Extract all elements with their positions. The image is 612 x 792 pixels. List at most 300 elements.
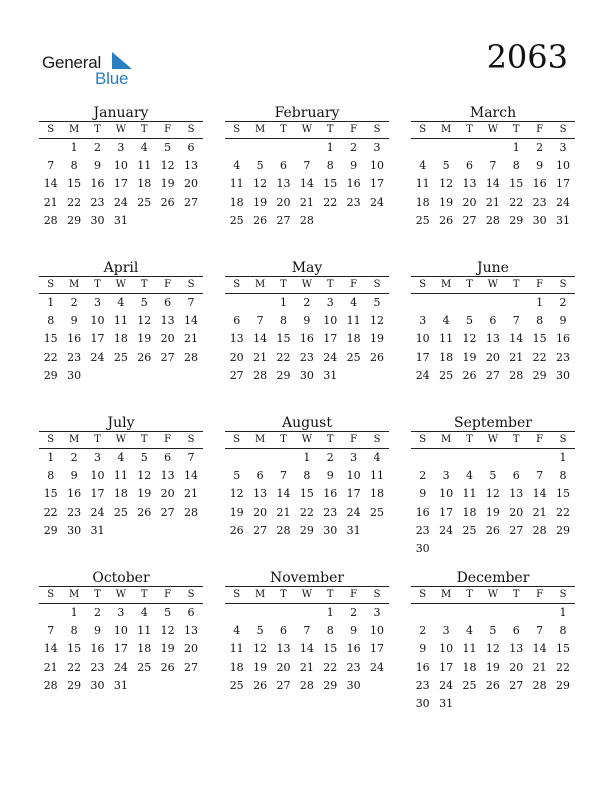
day-cell: 28	[485, 213, 500, 227]
weekday-header-row	[39, 431, 203, 449]
week-row	[39, 157, 203, 175]
empty-day-cell	[434, 540, 457, 558]
day-cell: 26	[253, 678, 268, 692]
weekday-header: M	[68, 124, 80, 135]
weekday-header-row	[39, 276, 203, 294]
week-row	[225, 449, 389, 467]
weekday-header: W	[301, 124, 312, 135]
week-row	[39, 467, 203, 485]
empty-day-cell	[156, 212, 179, 230]
day-cell: 22	[67, 660, 82, 674]
day-cell: 12	[253, 177, 268, 191]
week-row	[411, 349, 575, 367]
day-cell: 17	[370, 642, 385, 656]
weekday-header: W	[115, 589, 126, 600]
day-cell: 1	[279, 296, 287, 309]
day-cell: 4	[140, 606, 148, 619]
day-cell: 21	[43, 660, 58, 674]
day-cell: 25	[113, 505, 128, 519]
day-cell: 14	[184, 314, 199, 328]
day-cell: 10	[346, 469, 361, 483]
day-cell: 27	[184, 195, 199, 209]
day-cell: 4	[140, 141, 148, 154]
day-cell: 25	[370, 505, 385, 519]
weekday-header: S	[559, 434, 567, 445]
day-cell: 29	[43, 368, 58, 382]
weekday-header: T	[326, 434, 334, 445]
day-cell: 22	[323, 660, 338, 674]
day-cell: 9	[419, 487, 427, 501]
day-cell: 30	[415, 696, 430, 710]
day-cell: 14	[43, 642, 58, 656]
day-cell: 12	[137, 469, 152, 483]
day-cell: 16	[90, 642, 105, 656]
week-row	[39, 330, 203, 348]
day-cell: 22	[556, 660, 571, 674]
day-cell: 7	[489, 159, 497, 173]
day-cell: 5	[489, 624, 497, 638]
day-cell: 27	[509, 678, 524, 692]
day-cell: 14	[253, 332, 268, 346]
day-cell: 24	[415, 368, 430, 382]
weekday-header: S	[373, 434, 381, 445]
day-cell: 29	[67, 678, 82, 692]
weekday-header: T	[94, 589, 101, 600]
empty-day-cell	[505, 449, 528, 467]
day-cell: 22	[299, 505, 314, 519]
week-row	[411, 695, 575, 713]
weekday-header: M	[254, 434, 266, 445]
weekday-header: F	[350, 124, 358, 135]
day-cell: 2	[93, 141, 101, 154]
empty-day-cell	[481, 540, 504, 558]
weekday-header: T	[140, 589, 148, 600]
day-cell: 28	[43, 678, 58, 692]
weekday-header-row	[39, 586, 203, 604]
day-cell: 28	[184, 350, 199, 364]
week-row	[225, 659, 389, 677]
weekday-header: M	[440, 589, 452, 600]
weekday-header: T	[94, 124, 101, 135]
day-cell: 13	[253, 487, 268, 501]
day-cell: 20	[160, 332, 175, 346]
empty-day-cell	[411, 449, 434, 467]
week-row	[411, 139, 575, 157]
weekday-header: T	[280, 589, 287, 600]
week-row	[411, 449, 575, 467]
day-cell: 11	[137, 159, 152, 173]
day-cell: 2	[419, 624, 427, 638]
weekday-header: F	[164, 589, 172, 600]
day-cell: 5	[140, 451, 148, 464]
day-cell: 26	[439, 213, 454, 227]
logo-triangle-icon	[112, 52, 138, 70]
day-cell: 8	[326, 159, 334, 173]
weekday-header: T	[280, 124, 287, 135]
weekday-header: F	[164, 124, 172, 135]
day-cell: 6	[512, 469, 520, 483]
day-cell: 21	[184, 332, 199, 346]
empty-day-cell	[458, 540, 481, 558]
weekday-header: S	[187, 434, 195, 445]
day-cell: 7	[536, 469, 544, 483]
day-cell: 2	[536, 141, 544, 154]
day-cell: 8	[47, 314, 55, 328]
day-cell: 31	[439, 696, 454, 710]
day-cell: 24	[370, 195, 385, 209]
day-cell: 18	[415, 195, 430, 209]
weekday-header: S	[47, 589, 55, 600]
day-cell: 15	[276, 332, 291, 346]
weekday-header: S	[559, 589, 567, 600]
day-cell: 9	[70, 469, 78, 483]
empty-day-cell	[225, 139, 248, 157]
day-cell: 26	[462, 368, 477, 382]
day-cell: 27	[253, 523, 268, 537]
day-cell: 22	[43, 350, 58, 364]
day-cell: 10	[113, 624, 128, 638]
empty-day-cell	[528, 604, 551, 622]
week-row	[411, 194, 575, 212]
year-title: 2063	[486, 38, 568, 76]
week-row	[225, 677, 389, 695]
day-cell: 16	[346, 642, 361, 656]
day-cell: 20	[509, 505, 524, 519]
day-cell: 19	[253, 195, 268, 209]
day-cell: 19	[137, 487, 152, 501]
empty-day-cell	[365, 522, 388, 540]
day-cell: 27	[276, 213, 291, 227]
day-cell: 6	[465, 159, 473, 173]
empty-day-cell	[481, 695, 504, 713]
day-cell: 23	[346, 660, 361, 674]
day-cell: 14	[532, 487, 547, 501]
day-cell: 7	[536, 624, 544, 638]
day-cell: 24	[323, 350, 338, 364]
day-cell: 23	[67, 350, 82, 364]
day-cell: 17	[370, 177, 385, 191]
day-cell: 8	[559, 624, 567, 638]
empty-day-cell	[156, 522, 179, 540]
day-cell: 11	[439, 332, 454, 346]
day-cell: 30	[323, 523, 338, 537]
day-cell: 15	[299, 487, 314, 501]
day-cell: 20	[184, 642, 199, 656]
weekday-header: T	[94, 434, 101, 445]
day-cell: 10	[90, 314, 105, 328]
weekday-header: W	[301, 589, 312, 600]
day-cell: 7	[187, 451, 195, 464]
day-cell: 16	[67, 332, 82, 346]
day-cell: 13	[160, 314, 175, 328]
day-cell: 12	[229, 487, 244, 501]
day-cell: 20	[509, 660, 524, 674]
logo-blue-text: Blue	[95, 69, 129, 88]
day-cell: 12	[160, 624, 175, 638]
weekday-header: F	[350, 434, 358, 445]
day-cell: 28	[299, 213, 314, 227]
weekday-header: M	[254, 279, 266, 290]
day-cell: 12	[137, 314, 152, 328]
weekday-header: M	[440, 434, 452, 445]
day-cell: 30	[90, 213, 105, 227]
day-cell: 2	[559, 296, 567, 309]
day-cell: 30	[532, 213, 547, 227]
day-cell: 13	[485, 332, 500, 346]
day-cell: 14	[43, 177, 58, 191]
week-row	[411, 312, 575, 330]
week-row	[411, 175, 575, 193]
weekday-header: W	[115, 434, 126, 445]
day-cell: 11	[462, 642, 477, 656]
weekday-header: F	[536, 589, 544, 600]
week-row	[225, 212, 389, 230]
week-row	[39, 640, 203, 658]
weekday-header: T	[466, 279, 473, 290]
day-cell: 18	[346, 332, 361, 346]
day-cell: 6	[187, 606, 195, 619]
day-cell: 23	[532, 195, 547, 209]
empty-day-cell	[434, 294, 457, 312]
day-cell: 21	[485, 195, 500, 209]
day-cell: 31	[113, 678, 128, 692]
weekday-header-row	[225, 431, 389, 449]
day-cell: 3	[419, 314, 427, 328]
day-cell: 15	[532, 332, 547, 346]
day-cell: 14	[299, 177, 314, 191]
day-cell: 18	[137, 642, 152, 656]
day-cell: 24	[439, 678, 454, 692]
day-cell: 5	[373, 296, 381, 309]
week-row	[39, 139, 203, 157]
day-cell: 3	[117, 141, 125, 154]
day-cell: 20	[229, 350, 244, 364]
month-august	[225, 415, 389, 540]
week-row	[225, 175, 389, 193]
weekday-header: T	[140, 434, 148, 445]
day-cell: 15	[509, 177, 524, 191]
day-cell: 21	[43, 195, 58, 209]
day-cell: 4	[233, 624, 241, 638]
day-cell: 16	[299, 332, 314, 346]
day-cell: 3	[326, 296, 334, 309]
day-cell: 29	[67, 213, 82, 227]
weekday-header: M	[68, 279, 80, 290]
day-cell: 14	[485, 177, 500, 191]
week-row	[39, 449, 203, 467]
day-cell: 18	[113, 332, 128, 346]
month-name: September	[454, 415, 532, 431]
day-cell: 4	[117, 296, 125, 309]
weekday-header: W	[487, 124, 498, 135]
day-cell: 23	[90, 195, 105, 209]
empty-day-cell	[109, 522, 132, 540]
day-cell: 10	[415, 332, 430, 346]
day-cell: 26	[160, 195, 175, 209]
day-cell: 6	[279, 159, 287, 173]
day-cell: 14	[184, 469, 199, 483]
week-row	[225, 139, 389, 157]
day-cell: 6	[164, 296, 172, 309]
day-cell: 1	[326, 606, 334, 619]
day-cell: 15	[43, 332, 58, 346]
day-cell: 12	[462, 332, 477, 346]
week-row	[39, 659, 203, 677]
weekday-header: S	[419, 124, 427, 135]
day-cell: 2	[70, 451, 78, 464]
week-row	[39, 604, 203, 622]
weekday-header: F	[536, 124, 544, 135]
weekday-header: T	[140, 279, 148, 290]
day-cell: 25	[229, 213, 244, 227]
weekday-header: F	[350, 279, 358, 290]
day-cell: 3	[350, 451, 358, 464]
day-cell: 25	[137, 195, 152, 209]
weekday-header: T	[326, 124, 334, 135]
weekday-header: S	[373, 279, 381, 290]
weekday-header-row	[225, 276, 389, 294]
day-cell: 27	[276, 678, 291, 692]
day-cell: 13	[184, 159, 199, 173]
day-cell: 25	[415, 213, 430, 227]
month-october	[39, 570, 203, 695]
day-cell: 20	[462, 195, 477, 209]
week-row	[225, 194, 389, 212]
day-cell: 1	[70, 606, 78, 619]
week-row	[39, 485, 203, 503]
empty-day-cell	[133, 212, 156, 230]
weekday-header: T	[280, 434, 287, 445]
day-cell: 26	[253, 213, 268, 227]
week-row	[411, 540, 575, 558]
month-name: December	[456, 570, 530, 586]
weekday-header: S	[419, 434, 427, 445]
day-cell: 31	[556, 213, 571, 227]
day-cell: 5	[256, 159, 264, 173]
empty-day-cell	[434, 604, 457, 622]
day-cell: 23	[556, 350, 571, 364]
day-cell: 1	[559, 451, 567, 464]
empty-day-cell	[505, 604, 528, 622]
week-row	[411, 294, 575, 312]
day-cell: 18	[370, 487, 385, 501]
day-cell: 31	[323, 368, 338, 382]
day-cell: 13	[509, 642, 524, 656]
day-cell: 4	[419, 159, 427, 173]
day-cell: 12	[253, 642, 268, 656]
day-cell: 13	[276, 177, 291, 191]
day-cell: 22	[323, 195, 338, 209]
weekday-header: F	[164, 434, 172, 445]
day-cell: 14	[532, 642, 547, 656]
empty-day-cell	[458, 695, 481, 713]
day-cell: 9	[303, 314, 311, 328]
day-cell: 26	[160, 660, 175, 674]
weekday-header: W	[115, 279, 126, 290]
day-cell: 27	[485, 368, 500, 382]
day-cell: 15	[323, 177, 338, 191]
day-cell: 9	[350, 159, 358, 173]
day-cell: 8	[512, 159, 520, 173]
week-row	[225, 522, 389, 540]
empty-day-cell	[481, 449, 504, 467]
day-cell: 11	[229, 642, 244, 656]
day-cell: 1	[303, 451, 311, 464]
day-cell: 13	[462, 177, 477, 191]
day-cell: 17	[346, 487, 361, 501]
weekday-header: S	[47, 124, 55, 135]
day-cell: 22	[509, 195, 524, 209]
day-cell: 30	[67, 523, 82, 537]
day-cell: 21	[532, 505, 547, 519]
day-cell: 24	[90, 505, 105, 519]
day-cell: 9	[93, 624, 101, 638]
day-cell: 17	[439, 505, 454, 519]
day-cell: 27	[229, 368, 244, 382]
weekday-header-row	[411, 586, 575, 604]
weekday-header: S	[419, 279, 427, 290]
weekday-header: S	[47, 279, 55, 290]
day-cell: 4	[117, 451, 125, 464]
day-cell: 11	[415, 177, 430, 191]
day-cell: 13	[229, 332, 244, 346]
week-row	[225, 467, 389, 485]
weekday-header: S	[233, 589, 241, 600]
day-cell: 25	[113, 350, 128, 364]
day-cell: 5	[256, 624, 264, 638]
day-cell: 13	[160, 469, 175, 483]
day-cell: 9	[93, 159, 101, 173]
day-cell: 19	[137, 332, 152, 346]
day-cell: 1	[47, 451, 55, 464]
empty-day-cell	[295, 604, 318, 622]
month-september	[411, 415, 575, 558]
day-cell: 29	[323, 678, 338, 692]
empty-day-cell	[481, 139, 504, 157]
day-cell: 8	[70, 624, 78, 638]
day-cell: 30	[556, 368, 571, 382]
day-cell: 20	[184, 177, 199, 191]
day-cell: 5	[233, 469, 241, 483]
day-cell: 26	[485, 523, 500, 537]
day-cell: 16	[556, 332, 571, 346]
empty-day-cell	[411, 294, 434, 312]
week-row	[39, 212, 203, 230]
day-cell: 21	[509, 350, 524, 364]
week-row	[411, 622, 575, 640]
weekday-header: T	[326, 589, 334, 600]
empty-day-cell	[458, 294, 481, 312]
day-cell: 16	[323, 487, 338, 501]
month-name: February	[274, 105, 340, 121]
day-cell: 4	[350, 296, 358, 309]
day-cell: 25	[462, 523, 477, 537]
day-cell: 16	[415, 660, 430, 674]
week-row	[411, 604, 575, 622]
month-january	[39, 105, 203, 230]
weekday-header: T	[512, 434, 520, 445]
day-cell: 6	[256, 469, 264, 483]
day-cell: 18	[462, 505, 477, 519]
week-row	[225, 330, 389, 348]
empty-day-cell	[505, 695, 528, 713]
weekday-header: M	[254, 589, 266, 600]
day-cell: 10	[556, 159, 571, 173]
month-name: May	[291, 260, 323, 276]
day-cell: 16	[67, 487, 82, 501]
empty-day-cell	[179, 677, 202, 695]
day-cell: 7	[47, 159, 55, 173]
